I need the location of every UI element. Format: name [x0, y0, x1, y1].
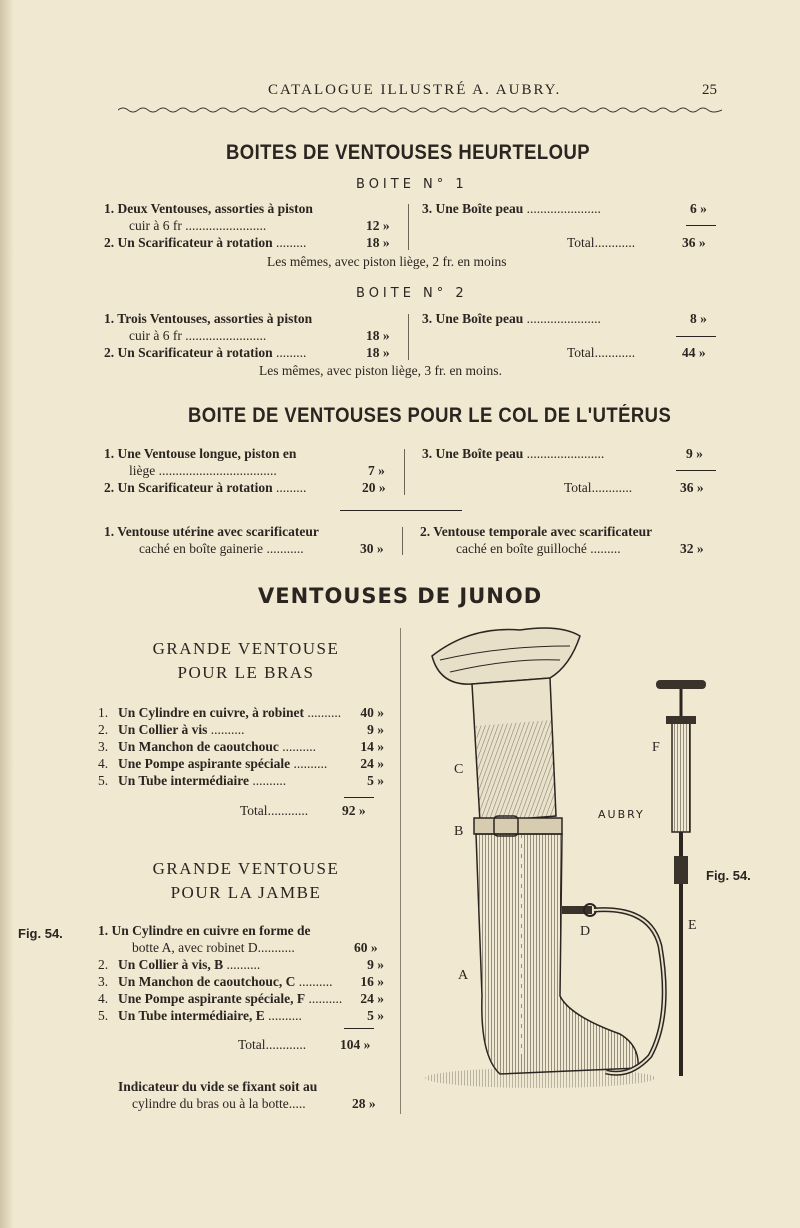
- leg-total-price: 104 »: [340, 1037, 371, 1052]
- leg-row-price: 9 »: [367, 957, 384, 972]
- box1-item2-price: 18 »: [366, 235, 390, 250]
- arm-row-text: Une Pompe aspirante spéciale: [118, 756, 291, 771]
- arm-heading-2: POUR LE BRAS: [177, 663, 315, 682]
- uterus-item2-price: 20 »: [362, 480, 386, 495]
- leg-row-number: 2.: [98, 957, 109, 972]
- arm-row: 2. Un Collier à vis .......... 9 »: [98, 722, 384, 737]
- box1-item3-price: 6 »: [690, 201, 707, 216]
- box2-item1-cont: cuir à 6 fr ........................: [129, 328, 267, 343]
- uterus-item3: 3. Une Boîte peau .......................: [422, 446, 605, 461]
- box2-sum-rule: [676, 336, 716, 337]
- leg-row-price: 16 »: [360, 974, 384, 989]
- leg-item1-price: 60 »: [354, 940, 378, 955]
- box2-note: Les mêmes, avec piston liège, 3 fr. en moins.: [259, 363, 502, 378]
- uterus-total-price: 36 »: [680, 480, 704, 495]
- box2-item1-price: 18 »: [366, 328, 390, 343]
- arm-total-label: Total............: [240, 803, 309, 818]
- leg-row-text: Un Tube intermédiaire, E: [118, 1008, 265, 1023]
- box1-item2: 2. Un Scarificateur à rotation .........: [104, 235, 307, 250]
- junod-boot-illustration: [410, 616, 730, 1104]
- box2-total-price: 44 »: [682, 345, 706, 360]
- box1-item1: 1. Deux Ventouses, assorties à piston: [104, 201, 313, 216]
- indicator-line2: cylindre du bras ou à la botte.....: [132, 1096, 306, 1111]
- arm-row-number: 3.: [98, 739, 109, 754]
- leg-row-number: 3.: [98, 974, 109, 989]
- box2-heading: BOITE N° 2: [356, 286, 468, 301]
- box2-brace: [408, 314, 409, 360]
- uterus-item3-price: 9 »: [686, 446, 703, 461]
- box1-item3: 3. Une Boîte peau ......................: [422, 201, 601, 216]
- arm-row-number: 4.: [98, 756, 109, 771]
- leg-row-price: 24 »: [360, 991, 384, 1006]
- box1-heading: BOITE N° 1: [356, 177, 468, 192]
- leg-heading-2: POUR LA JAMBE: [170, 883, 322, 902]
- box2-total-label: Total............: [567, 345, 636, 360]
- uterus-brace: [404, 449, 405, 495]
- box2-item2: 2. Un Scarificateur à rotation .........: [104, 345, 307, 360]
- arm-row-text: Un Collier à vis: [118, 722, 208, 737]
- box2-item2-price: 18 »: [366, 345, 390, 360]
- fig-letter-f: F: [652, 740, 660, 755]
- arm-row-text: Un Tube intermédiaire: [118, 773, 250, 788]
- uterus-extra1-price: 30 »: [360, 541, 384, 556]
- arm-row-number: 5.: [98, 773, 109, 788]
- maker-stamp: AUBRY: [598, 808, 645, 821]
- uterus-sum-rule: [676, 470, 716, 471]
- column-divider: [400, 628, 401, 1114]
- box2-item3: 3. Une Boîte peau ......................: [422, 311, 601, 326]
- fig-letter-a: A: [458, 968, 469, 983]
- leg-row-text: Un Manchon de caoutchouc, C: [118, 974, 296, 989]
- uterus-separator: [340, 510, 462, 511]
- arm-row: 3. Un Manchon de caoutchouc .......... 14 »: [98, 739, 384, 754]
- leg-row: 5. Un Tube intermédiaire, E .......... 5 »: [98, 1008, 384, 1023]
- arm-row-number: 2.: [98, 722, 109, 737]
- running-title: CATALOGUE ILLUSTRÉ A. AUBRY.: [268, 82, 562, 98]
- box1-total-price: 36 »: [682, 235, 706, 250]
- arm-sum-rule: [344, 797, 374, 798]
- arm-row-text: Un Cylindre en cuivre, à robinet: [118, 705, 305, 720]
- box1-brace: [408, 204, 409, 250]
- leg-total-label: Total............: [238, 1037, 307, 1052]
- fig-letter-e: E: [688, 918, 697, 933]
- leg-row-price: 5 »: [367, 1008, 384, 1023]
- indicator-line1: Indicateur du vide se fixant soit au: [118, 1079, 318, 1094]
- uterus-total-label: Total............: [564, 480, 633, 495]
- leg-item1-cont: botte A, avec robinet D...........: [132, 940, 295, 955]
- arm-row-number: 1.: [98, 705, 109, 720]
- fig-letter-d: D: [580, 924, 591, 939]
- box2-item1: 1. Trois Ventouses, assorties à piston: [104, 311, 313, 326]
- uterus-item2: 2. Un Scarificateur à rotation .........: [104, 480, 307, 495]
- arm-row-price: 24 »: [360, 756, 384, 771]
- arm-heading-1: GRANDE VENTOUSE: [152, 639, 340, 658]
- uterus-item1: 1. Une Ventouse longue, piston en: [104, 446, 297, 461]
- uterus-extra1: 1. Ventouse utérine avec scarificateur: [104, 524, 319, 539]
- box2-item3-price: 8 »: [690, 311, 707, 326]
- arm-row: 4. Une Pompe aspirante spéciale .......... 24 »: [98, 756, 384, 771]
- box1-item1-cont: cuir à 6 fr ........................: [129, 218, 267, 233]
- leg-heading-1: GRANDE VENTOUSE: [152, 859, 340, 878]
- page-number: 25: [702, 82, 717, 98]
- leg-row-text: Une Pompe aspirante spéciale, F: [118, 991, 306, 1006]
- uterus-extra2-cont: caché en boîte guilloché .........: [456, 541, 621, 556]
- indicator-price: 28 »: [352, 1096, 376, 1111]
- section-title-heurteloup: BOITES DE VENTOUSES HEURTELOUP: [226, 141, 591, 164]
- uterus-item1-cont: liège ...................................: [129, 463, 277, 478]
- arm-row-text: Un Manchon de caoutchouc: [118, 739, 279, 754]
- leg-row: 4. Une Pompe aspirante spéciale, F .......... 24 »: [98, 991, 384, 1006]
- fig-label-right: Fig. 54.: [706, 868, 751, 883]
- arm-row: 1. Un Cylindre en cuivre, à robinet .......... 40 »: [98, 705, 384, 720]
- leg-item1: 1. Un Cylindre en cuivre en forme de: [98, 923, 311, 938]
- uterus-extra1-cont: caché en boîte gainerie ...........: [139, 541, 304, 556]
- arm-row: 5. Un Tube intermédiaire .......... 5 »: [98, 773, 384, 788]
- box1-item1-price: 12 »: [366, 218, 390, 233]
- uterus-extra-brace: [402, 527, 403, 555]
- fig-letter-b: B: [454, 824, 464, 839]
- arm-total-price: 92 »: [342, 803, 366, 818]
- arm-row-price: 40 »: [360, 705, 384, 720]
- box1-sum-rule: [686, 225, 716, 226]
- box1-total-label: Total............: [567, 235, 636, 250]
- section-title-uterus: BOITE DE VENTOUSES POUR LE COL DE L'UTÉRUS: [188, 404, 672, 427]
- leg-row-text: Un Collier à vis, B: [118, 957, 224, 972]
- uterus-extra2-price: 32 »: [680, 541, 704, 556]
- fig-letter-c: C: [454, 762, 464, 777]
- arm-row-price: 5 »: [367, 773, 384, 788]
- section-title-junod: VENTOUSES DE JUNOD: [258, 584, 543, 608]
- uterus-extra2: 2. Ventouse temporale avec scarificateur: [420, 524, 653, 539]
- leg-row: 3. Un Manchon de caoutchouc, C .......... 16 »: [98, 974, 384, 989]
- leg-row: 2. Un Collier à vis, B .......... 9 »: [98, 957, 384, 972]
- header-wave-rule: [118, 106, 722, 114]
- box1-note: Les mêmes, avec piston liège, 2 fr. en moins: [267, 254, 507, 269]
- arm-row-price: 14 »: [360, 739, 384, 754]
- uterus-item1-price: 7 »: [368, 463, 385, 478]
- arm-row-price: 9 »: [367, 722, 384, 737]
- leg-row-number: 5.: [98, 1008, 109, 1023]
- leg-row-number: 4.: [98, 991, 109, 1006]
- fig-label-left: Fig. 54.: [18, 926, 63, 941]
- leg-sum-rule: [344, 1028, 374, 1029]
